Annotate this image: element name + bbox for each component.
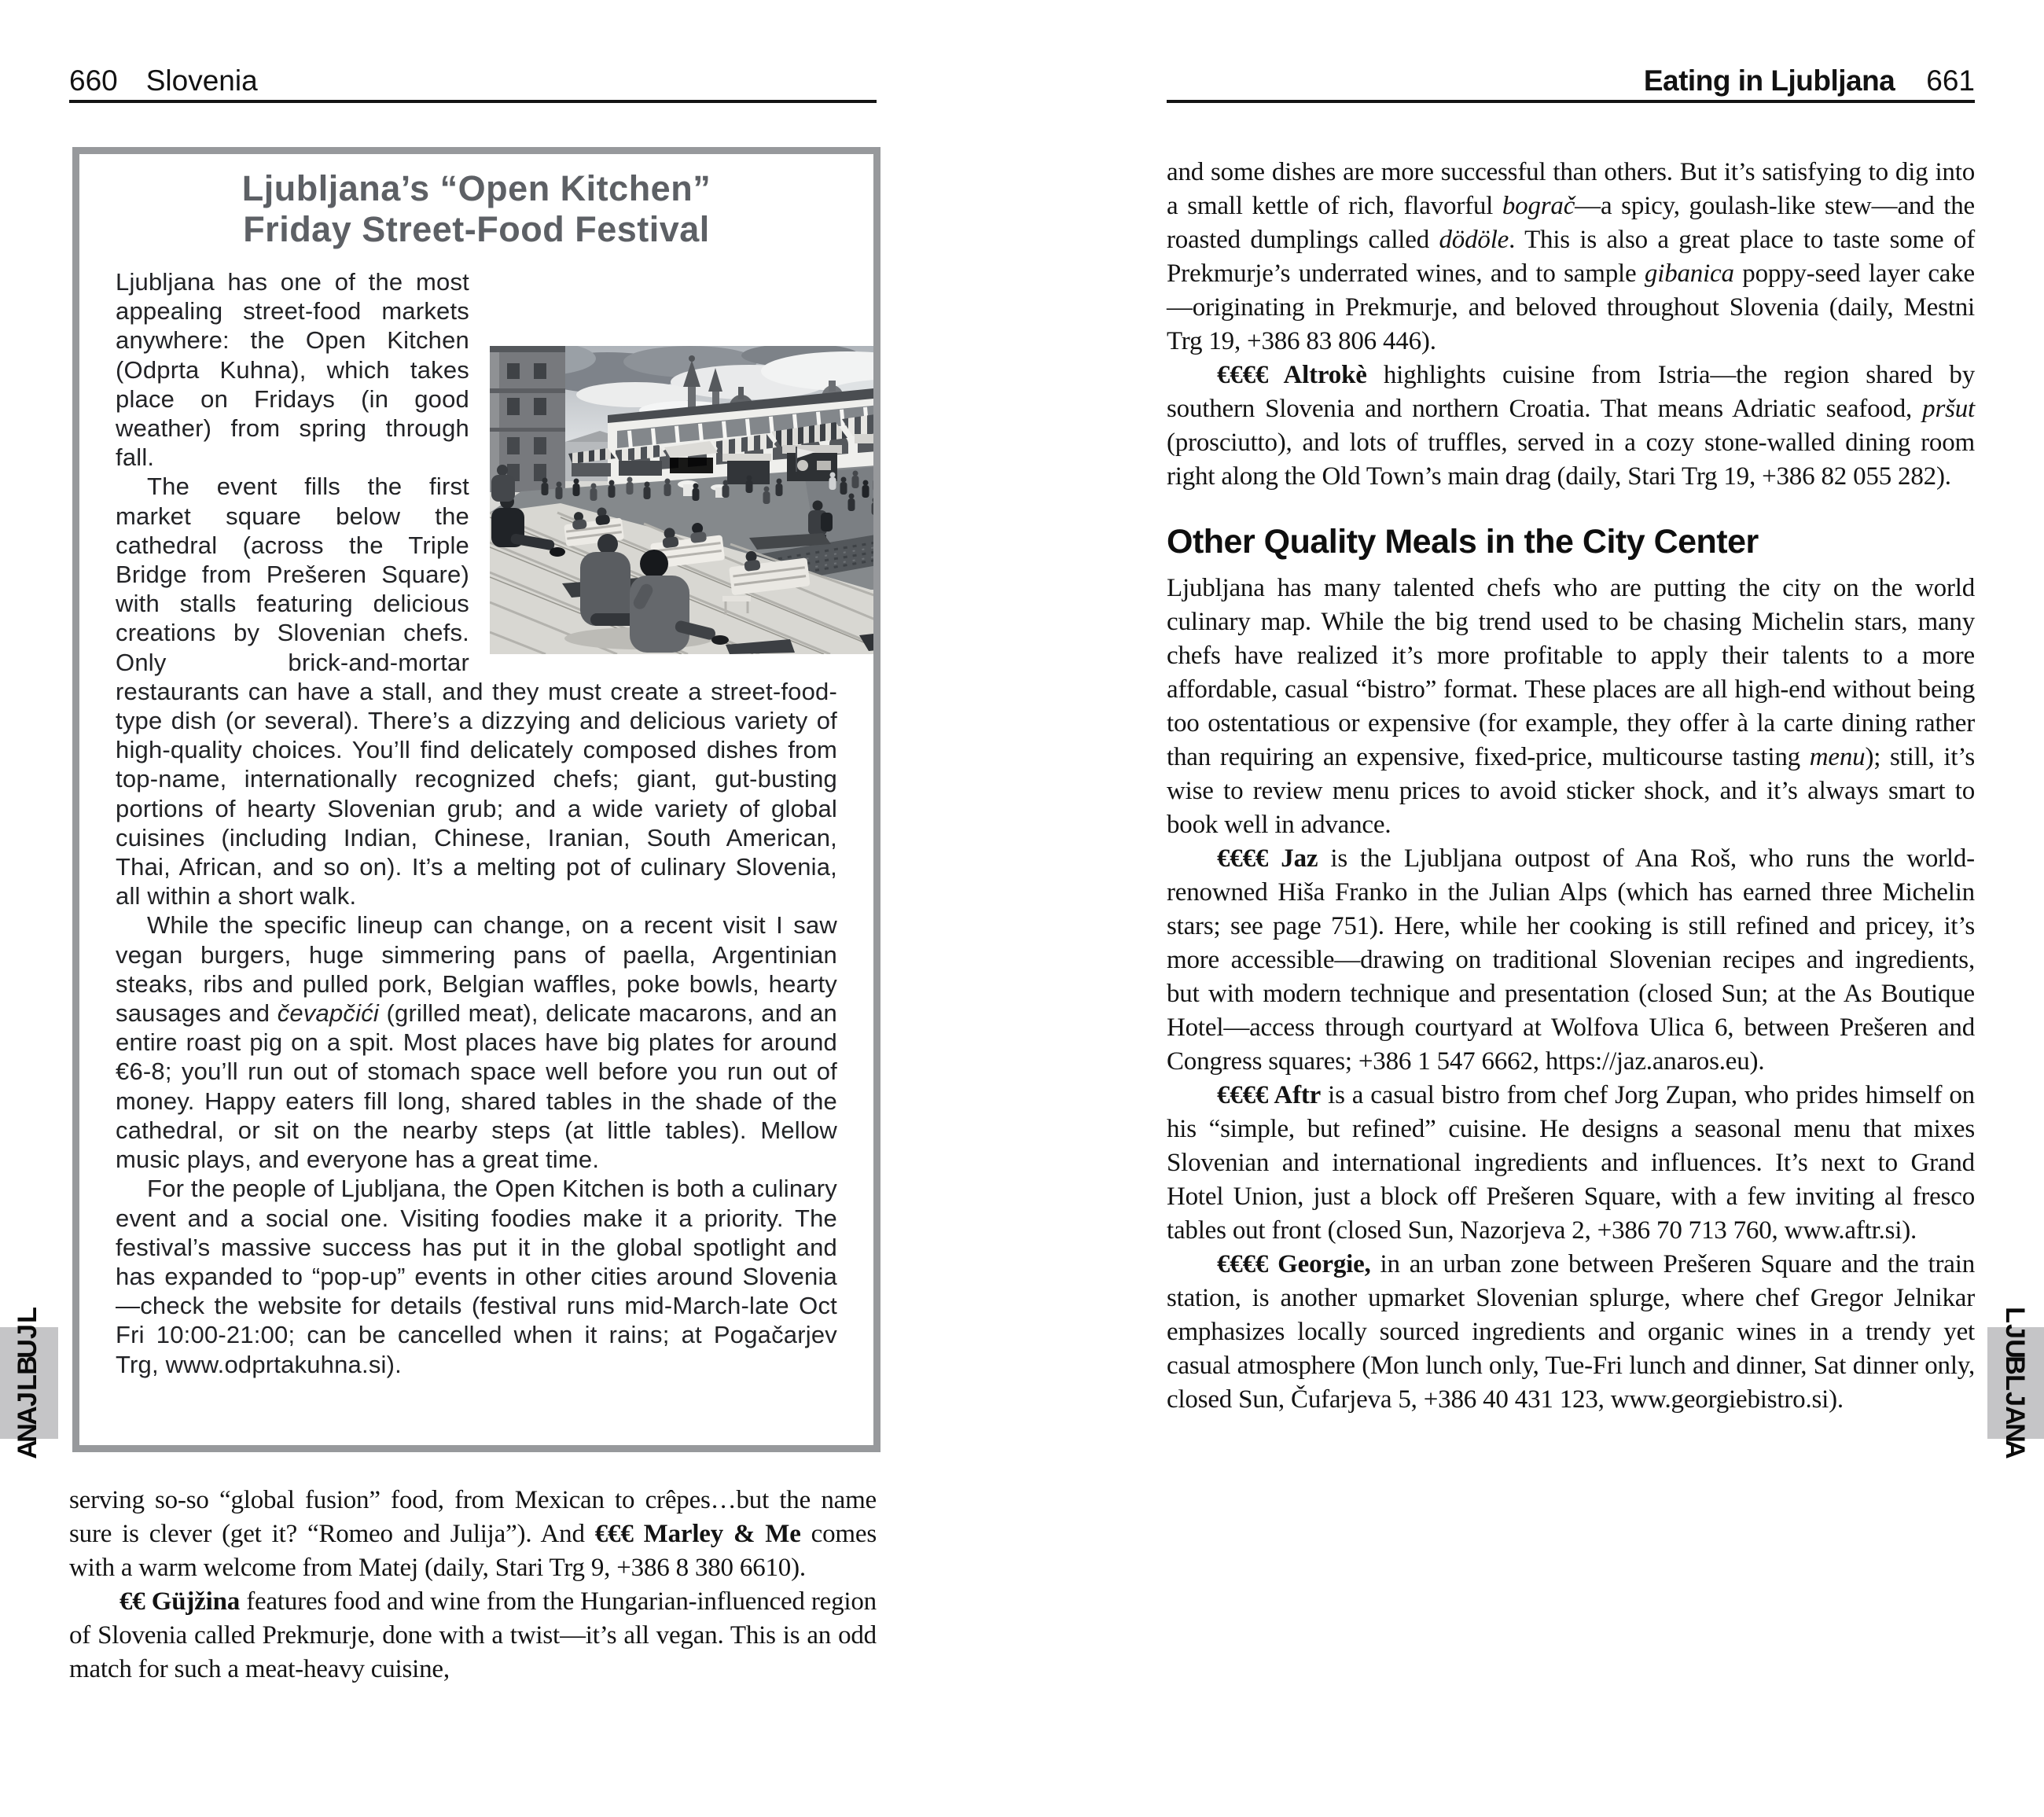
open-kitchen-sidebar-box [72, 147, 880, 1452]
body-paragraph: €€€€ Altrokè highlights cuisine from Istria—the region shared by southern Slovenia and northern Croatia. That means Adriatic seafood, pršut (prosciutto), and lots of truffles, served in a cozy stone-walled dining room right along the Old Town’s main drag (daily, Stari Trg 19, +386 82 055 282). [1167, 361, 1975, 491]
right-header-rule [1167, 100, 1975, 103]
right-edge-tab-label: L J U B L J A N A [1999, 1307, 2030, 1459]
sidebar-box-title [116, 168, 837, 250]
right-section-title: Eating in Ljubljana [1643, 64, 1895, 97]
body-paragraph: Ljubljana has many talented chefs who are putting the city on the world culinary map. While the big trend used to be chasing Michelin stars, many chefs have realized it’s more profitable to apply their talents to a more affordable, casual “bistro” format. These places are all high-end without being too ostentatious or expensive (for example, they offer à la carte dining rather than requiring an expensive, fixed-price, multicourse tasting menu); still, it’s wise to review menu prices to avoid sticker shock, and it’s always smart to book well in advance. [1167, 574, 1975, 839]
left-section-title: Slovenia [145, 64, 258, 97]
left-page-body-text [69, 1484, 877, 1686]
right-page-number: 661 [1926, 64, 1975, 97]
left-header-rule [69, 100, 877, 103]
sidebar-box-title-line1: Ljubljana’s “Open Kitchen” [241, 168, 711, 208]
body-paragraph: €€€€ Georgie, in an urban zone between Prešeren Square and the train station, is another upmarket Slovenian splurge, where chef Gregor Jelnikar emphasizes locally sourced ingredients and organic wines in a trendy yet casual atmosphere (Mon lunch only, Tue-Fri lunch and dinner, Sat dinner only, closed Sun, Čufarjeva 5, +386 40 431 123, www.georgiebistro.si). [1167, 1250, 1976, 1414]
open-kitchen-photo [490, 346, 880, 654]
section-heading: Other Quality Meals in the City Center [1167, 523, 1759, 561]
right-page [1167, 0, 1975, 1817]
sidebar-paragraph: The event fills the first market square below the cathedral (across the Triple Bridge from Prešeren Square) with stalls featuring delicious creations by Slovenian chefs. Only brick-and-mortar restaurants can have a stall, and they must create a street-food-type dish (or several). There’s a dizzying and delicious variety of high-quality choices. You’ll find delicately composed dishes from top-name, internationally recognized chefs; giant, gut-busting portions of hearty Slovenian grub; and a wide variety of global cuisines (including Indian, Chinese, Iranian, South American, Thai, African, and so on). It’s a melting pot of culinary Slovenia, all within a short walk. [116, 473, 837, 910]
sidebar-paragraph: Ljubljana has one of the most appealing street-food markets anywhere: the Open Kitchen (Odprta Kuhna), which takes place on Fridays (in good weather) from spring through fall. [116, 267, 837, 472]
sidebar-paragraph: For the people of Ljubljana, the Open Kitchen is both a culinary event and a social one. Visiting foodies make it a priority. The festival’s massive success has put it in the global spotlight and has expanded to “pop-up” events in other cities around Slovenia—check the website for details (festival runs mid-March-late Oct Fri 10:00-21:00; can be cancelled when it rains; at Pogačarjev Trg, www.odprtakuhna.si). [116, 1175, 837, 1378]
body-paragraph: serving so-so “global fusion” food, from Mexican to crêpes…but the name sure is clever (get it? “Romeo and Julija”). And €€€ Marley & Me comes with a warm welcome from Matej (daily, Stari Trg 9, +386 8 380 6610). [69, 1486, 877, 1582]
sidebar-paragraph: While the specific lineup can change, on a recent visit I saw vegan burgers, huge simmering pans of paella, Argentinian steaks, ribs and pulled pork, Belgian waffles, poke bowls, hearty sausages and čevapčići (grilled meat), delicate macarons, and an entire roast pig on a spit. Most places have big plates for around €6-8; you’ll run out of stomach space well before you run out of money. Happy eaters fill long, shared tables in the shade of the cathedral, or sit on the nearby steps (at little tables). Mellow music plays, and everyone has a great time. [116, 911, 837, 1174]
sidebar-box-title-line2: Friday Street-Food Festival [243, 209, 710, 249]
right-running-head [1644, 64, 1975, 97]
body-paragraph: €€€€ Aftr is a casual bistro from chef Jorg Zupan, who prides himself on his “simple, but refined” cuisine. He designs a seasonal menu that mixes Slovenian and international ingredients and influences. It’s next to Grand Hotel Union, just a block off Prešeren Square, with a few inviting al fresco tables out front (closed Sun, Nazorjeva 2, +386 70 713 760, www.aftr.si). [1167, 1081, 1975, 1245]
left-running-head [69, 64, 258, 97]
body-paragraph: €€ Güjžina features food and wine from the Hungarian-influenced region of Slovenia called Prekmurje, done with a twist—it’s all vegan. This is an odd match for such a meat-heavy cuisine, [69, 1587, 877, 1683]
right-page-body-text [1167, 156, 1975, 1417]
body-paragraph: €€€€ Jaz is the Ljubljana outpost of Ana Roš, who runs the world-renowned Hiša Franko in the Julian Alps (which has earned three Michelin stars; see page 751). Here, while her cooking is still refined and pricey, it’s more accessible—drawing on traditional Slovenian recipes and ingredients, but with modern technique and presentation (closed Sun; at the As Boutique Hotel—access through courtyard at Wolfova Ulica 6, between Prešeren and Congress squares; +386 1 547 6662, https://jaz.anaros.eu). [1167, 844, 1975, 1076]
left-edge-tab-label: L J U B L J A N A [12, 1307, 42, 1459]
body-paragraph: and some dishes are more successful than others. But it’s satisfying to dig into a small kettle of rich, flavorful bograč—a spicy, goulash-like stew—and the roasted dumplings called dödöle. This is also a great place to taste some of Prekmurje’s underrated wines, and to sample gibanica poppy-seed layer cake—originating in Prekmurje, and beloved throughout Slovenia (daily, Mestni Trg 19, +386 83 806 446). [1167, 158, 1975, 355]
sidebar-box-body [116, 267, 837, 1379]
left-page-number: 660 [69, 64, 118, 97]
left-page [69, 0, 877, 1817]
